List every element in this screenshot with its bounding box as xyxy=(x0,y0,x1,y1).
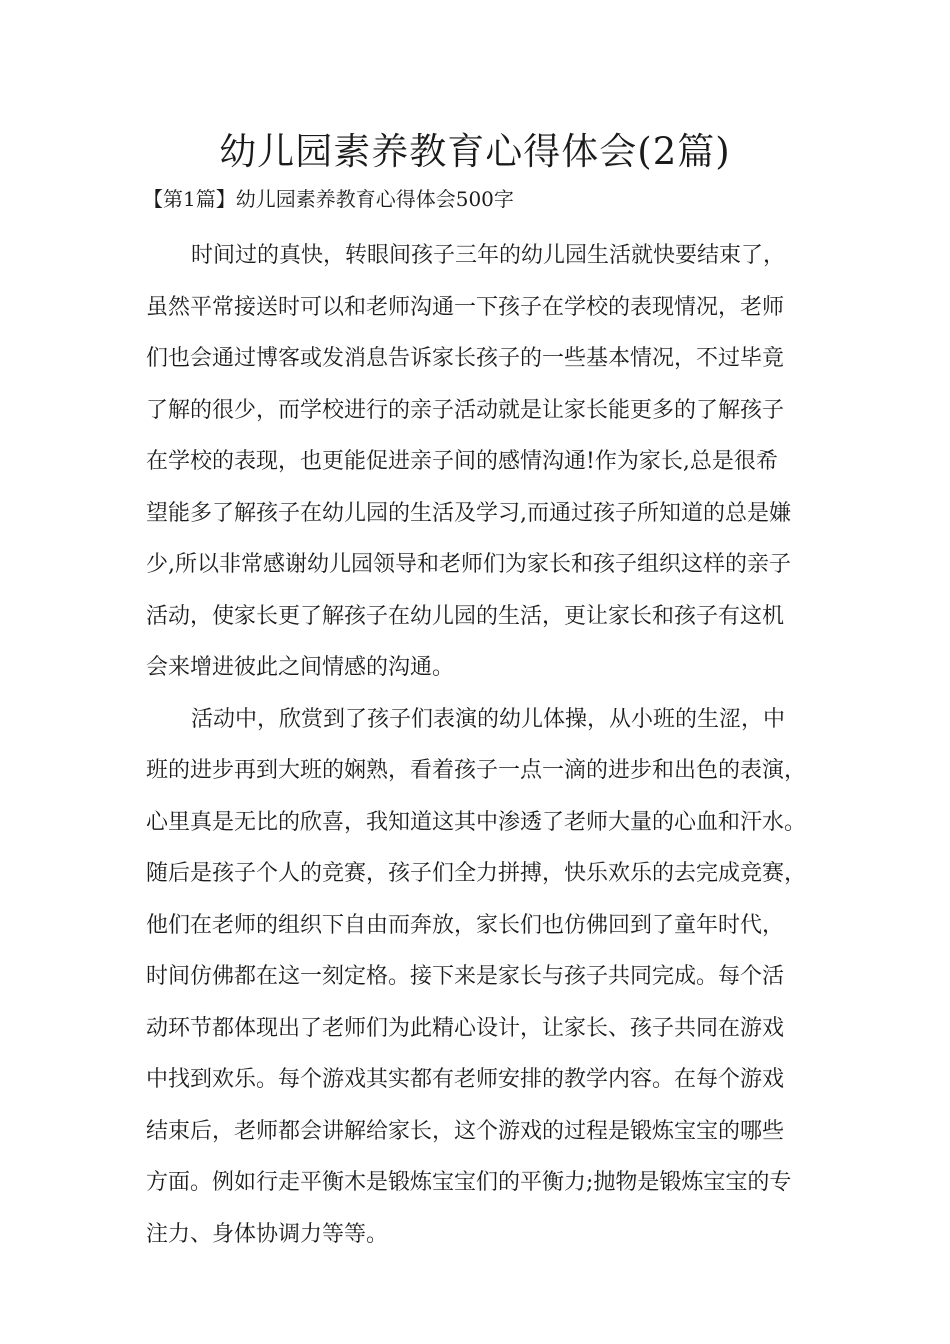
paragraph-line: 结束后，老师都会讲解给家长，这个游戏的过程是锻炼宝宝的哪些 xyxy=(146,1118,785,1144)
body-text xyxy=(146,230,808,1260)
paragraph-line: 他们在老师的组织下自由而奔放，家长们也仿佛回到了童年时代， xyxy=(146,912,785,938)
section-heading: 【第1篇】幼儿园素养教育心得体会500字 xyxy=(143,187,514,211)
paragraph-line: 时间过的真快，转眼间孩子三年的幼儿园生活就快要结束了， xyxy=(191,243,786,268)
paragraph-line: 活动，使家长更了解孩子在幼儿园的生活，更让家长和孩子有这机 xyxy=(146,603,785,629)
paragraph-line: 时间仿佛都在这一刻定格。接下来是家长与孩子共同完成。每个活 xyxy=(146,964,785,989)
paragraph-line: 会来增进彼此之间情感的沟通。 xyxy=(146,655,455,680)
paragraph-line: 注力、身体协调力等等。 xyxy=(146,1221,389,1247)
paragraph-1 xyxy=(146,230,808,694)
paragraph-line: 少,所以非常感谢幼儿园领导和老师们为家长和孩子组织这样的亲子 xyxy=(146,552,791,577)
paragraph-2 xyxy=(146,694,808,1261)
paragraph-line: 望能多了解孩子在幼儿园的生活及学习,而通过孩子所知道的总是嫌 xyxy=(146,500,791,526)
page-title: 幼儿园素养教育心得体会(2篇) xyxy=(219,130,731,173)
paragraph-line: 心里真是无比的欣喜，我知道这其中渗透了老师大量的心血和汗水。 xyxy=(146,809,807,835)
paragraph-line: 活动中，欣赏到了孩子们表演的幼儿体操，从小班的生涩，中 xyxy=(191,706,786,732)
paragraph-line: 随后是孩子个人的竞赛，孩子们全力拼搏，快乐欢乐的去完成竞赛， xyxy=(146,861,807,886)
paragraph-line: 动环节都体现出了老师们为此精心设计，让家长、孩子共同在游戏 xyxy=(146,1015,785,1041)
paragraph-line: 班的进步再到大班的娴熟，看着孩子一点一滴的进步和出色的表演， xyxy=(146,758,807,783)
paragraph-line: 方面。例如行走平衡木是锻炼宝宝们的平衡力;抛物是锻炼宝宝的专 xyxy=(146,1170,792,1195)
paragraph-line: 们也会通过博客或发消息告诉家长孩子的一些基本情况，不过毕竟 xyxy=(146,346,785,371)
paragraph-line: 虽然平常接送时可以和老师沟通一下孩子在学校的表现情况，老师 xyxy=(146,294,785,320)
paragraph-line: 了解的很少，而学校进行的亲子活动就是让家长能更多的了解孩子 xyxy=(146,397,785,423)
paragraph-line: 中找到欢乐。每个游戏其实都有老师安排的教学内容。在每个游戏 xyxy=(146,1067,785,1092)
paragraph-line: 在学校的表现，也更能促进亲子间的感情沟通!作为家长,总是很希 xyxy=(146,449,778,474)
